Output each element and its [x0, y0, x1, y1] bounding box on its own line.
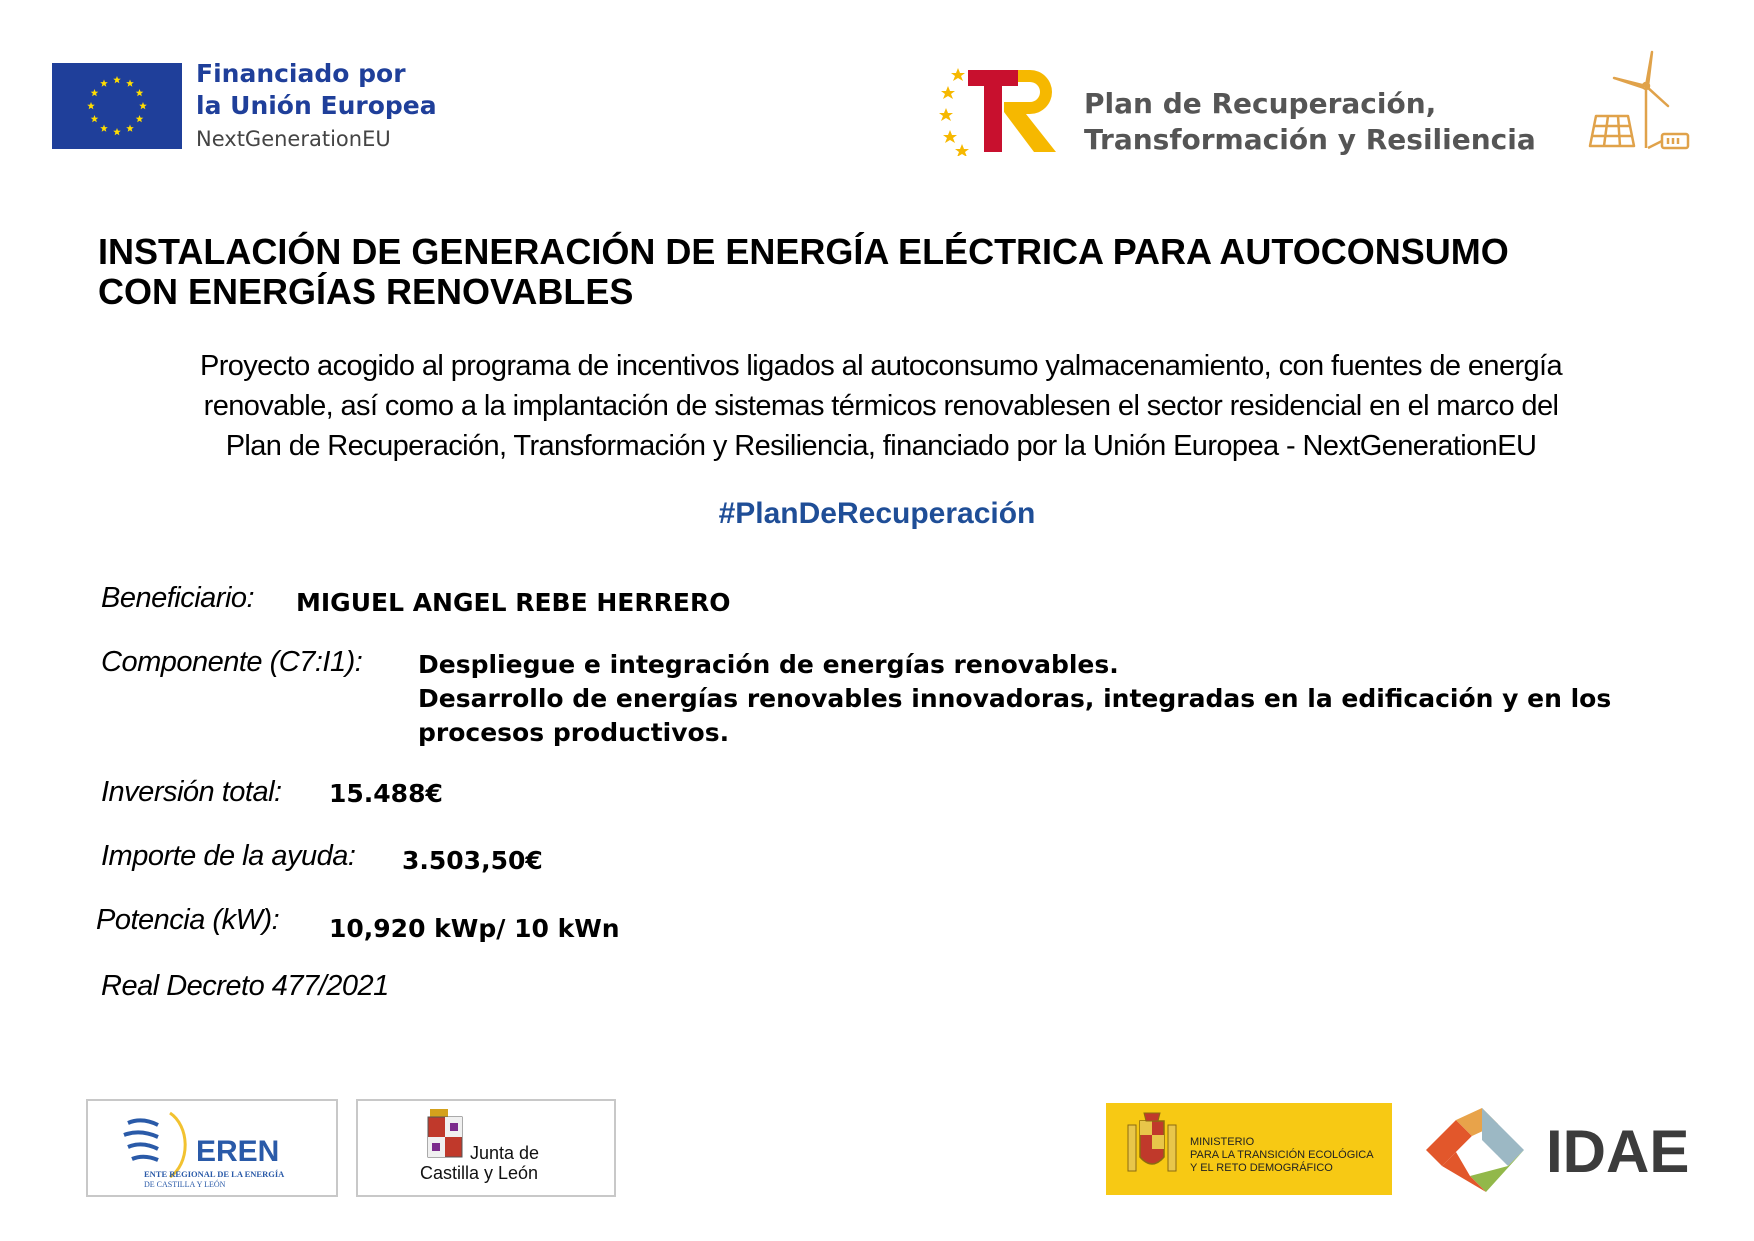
prtr-line-plan: Plan de Recuperación,	[1084, 87, 1437, 120]
inversion-label: Inversión total:	[101, 776, 282, 808]
idae-diamond-icon	[1416, 1100, 1702, 1200]
prtr-stars	[939, 68, 969, 156]
page-title	[98, 232, 1678, 312]
eu-flag-logo	[52, 63, 182, 149]
inversion-value: 15.488€	[329, 779, 443, 808]
intro-paragraph	[86, 346, 1676, 466]
componente-line-2: Desarrollo de energías renovables innovadoras, integradas en la edificación y en los	[418, 684, 1612, 713]
ministerio-logo	[1106, 1103, 1392, 1195]
ministerio-line-3: Y EL RETO DEMOGRÁFICO	[1190, 1162, 1333, 1174]
title-line-1: INSTALACIÓN DE GENERACIÓN DE ENERGÍA ELÉCTRICA PARA AUTOCONSUMO	[98, 231, 1509, 272]
jcyl-coat-of-arms-icon	[358, 1101, 614, 1195]
componente-line-1: Despliegue e integración de energías renovables.	[418, 650, 1119, 679]
eu-line-nextgen: NextGenerationEU	[196, 127, 391, 151]
potencia-label: Potencia (kW):	[96, 904, 280, 936]
title-line-2: CON ENERGÍAS RENOVABLES	[98, 271, 634, 312]
prtr-line-transformacion: Transformación y Resiliencia	[1084, 123, 1536, 156]
prtr-text	[1084, 86, 1536, 158]
idae-name: IDAE	[1546, 1118, 1690, 1185]
intro-line-1: Proyecto acogido al programa de incentivos ligados al autoconsumo yalmacenamiento, con fuentes de energía	[199, 350, 1563, 382]
potencia-value: 10,920 kWp/ 10 kWn	[329, 914, 620, 943]
jcyl-logo	[356, 1099, 616, 1197]
componente-line-3: procesos productivos.	[418, 718, 730, 747]
prtr-logo	[938, 60, 1060, 156]
eren-name: EREN	[196, 1135, 280, 1168]
componente-label: Componente (C7:I1):	[101, 646, 363, 678]
eu-line-union: la Unión Europea	[196, 91, 437, 120]
beneficiario-label: Beneficiario:	[101, 582, 255, 614]
intro-line-3: Plan de Recuperación, Transformación y Resiliencia, financiado por la Unión Europea - NextGenerationEU	[225, 430, 1537, 462]
importe-label: Importe de la ayuda:	[101, 840, 356, 872]
wind-turbine-solar-panel-battery-icon	[1582, 48, 1694, 160]
ministerio-line-2: PARA LA TRANSICIÓN ECOLÓGICA	[1190, 1149, 1374, 1161]
eu-line-financiado: Financiado por	[196, 59, 406, 88]
eren-emblem-icon	[88, 1101, 336, 1195]
eu-funding-text	[196, 58, 437, 156]
beneficiario-value: MIGUEL ANGEL REBE HERRERO	[296, 588, 731, 617]
hashtag: #PlanDeRecuperación	[718, 497, 1036, 530]
eren-subtitle-1: ENTE REGIONAL DE LA ENERGÍA	[144, 1169, 285, 1179]
ministerio-line-1: MINISTERIO	[1190, 1136, 1255, 1148]
eren-logo	[86, 1099, 338, 1197]
intro-line-2: renovable, así como a la implantación de sistemas térmicos renovablesen el sector residencial en el marco del	[203, 390, 1559, 422]
importe-value: 3.503,50€	[402, 846, 543, 875]
spain-coat-of-arms-icon	[1106, 1103, 1392, 1195]
idae-logo	[1416, 1100, 1702, 1200]
jcyl-line-2: Castilla y León	[420, 1163, 539, 1183]
eren-subtitle-2: DE CASTILLA Y LEÓN	[144, 1180, 226, 1189]
real-decreto-label: Real Decreto 477/2021	[101, 970, 389, 1002]
componente-value	[418, 648, 1611, 750]
jcyl-line-1: Junta de	[470, 1143, 540, 1163]
